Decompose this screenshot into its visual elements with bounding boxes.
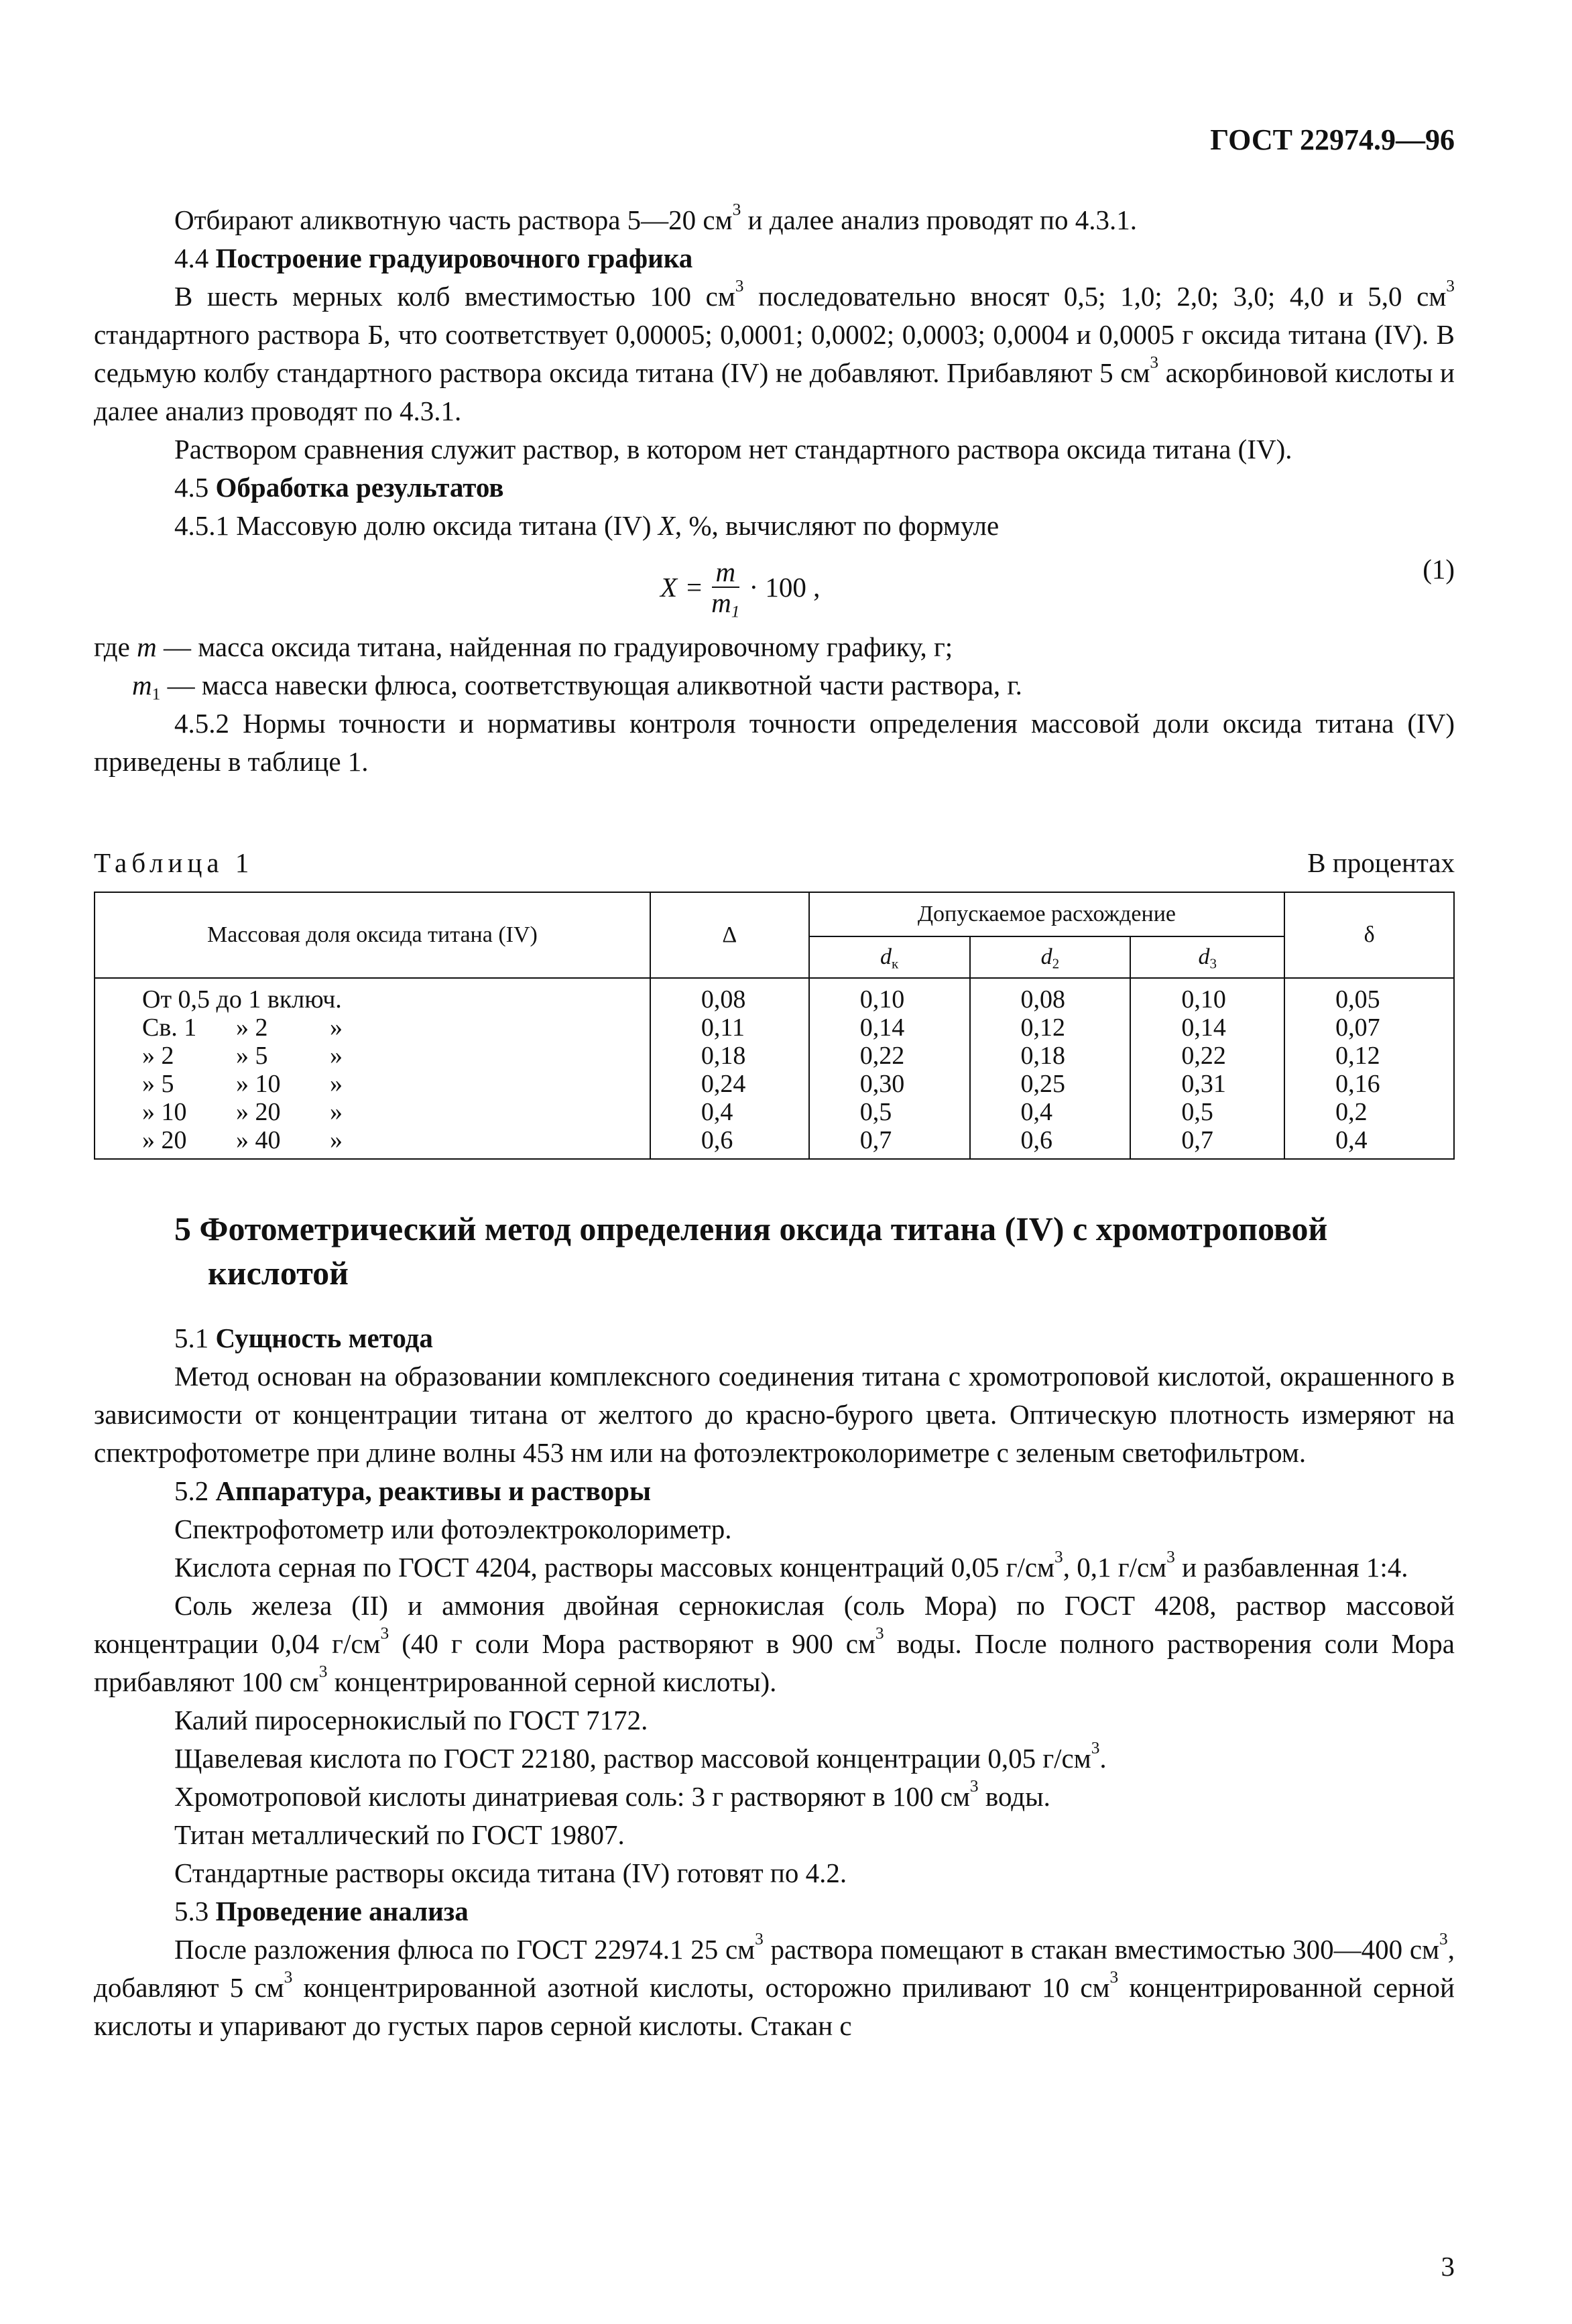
formula-fraction: $\frac{m}{m_1}$	[711, 556, 740, 621]
paragraph-5-2-3: Соль железа (II) и аммония двойная сернокислая (соль Мора) по ГОСТ 4208, раствор массовой концентрации 0,04 $г/см^3$ (40 г соли Мора растворяют в 900 $см^3$ воды. После полного растворения соли Мора прибавляют 100 $см^3$ концентрированной серной кислоты).	[94, 1590, 1455, 1697]
table-cell-range: » 10 » 20 »	[95, 1098, 650, 1126]
table-header-dk: $d_к$	[809, 936, 970, 978]
formula-expression: X = $\frac{m}{m_1}$ · 100 ,	[660, 556, 821, 621]
paragraph-4-4-a: В шесть мерных колб вместимостью 100 $см^3$ последовательно вносят 0,5; 1,0; 2,0; 3,0; 4,0 и 5,0 $см^3$ стандартного раствора Б, что соответствует 0,00005; 0,0001; 0,0002; 0,0003; 0,0004 и 0,0005 г оксида титана (IV). В седьмую колбу стандартного раствора оксида титана (IV) не добавляют. Прибавляют 5 $см^3$ аскорбиновой кислоты и далее анализ проводят по 4.3.1.	[94, 276, 1455, 426]
paragraph-4-5-2: 4.5.2 Нормы точности и нормативы контроля точности определения массовой доли оксида титана (IV) приведены в таблице 1.	[94, 708, 1455, 777]
table-units: В процентах	[1307, 847, 1455, 878]
paragraph-4-3-end: Отбирают аликвотную часть раствора 5—20 $см^3$ и далее анализ проводят по 4.3.1.	[174, 200, 1137, 235]
page-number: 3	[1441, 2251, 1455, 2282]
table-row: » 2 » 5 » 0,18 0,22 0,18 0,22 0,12	[95, 1042, 1454, 1070]
heading-4-5: 4.5 Обработка результатов	[174, 472, 504, 503]
table-cell-range: » 20 » 40 »	[95, 1126, 650, 1159]
table-cell-range: От 0,5 до 1 включ.	[95, 978, 650, 1014]
paragraph-5-2-4: Калий пиросернокислый по ГОСТ 7172.	[174, 1705, 648, 1735]
paragraph-5-2-6: Хромотроповой кислоты динатриевая соль: 3 г растворяют в 100 $см^3$ воды.	[174, 1776, 1050, 1812]
table-row: Св. 1 » 2 » 0,11 0,14 0,12 0,14 0,07	[95, 1014, 1454, 1042]
table-cell-range: » 5 » 10 »	[95, 1070, 650, 1098]
heading-5-1: 5.1 Сущность метода	[174, 1323, 433, 1353]
heading-5-3: 5.3 Проведение анализа	[174, 1896, 469, 1927]
table-row: » 20 » 40 » 0,6 0,7 0,6 0,7 0,4	[95, 1126, 1454, 1159]
table-cell-range: Св. 1 » 2 »	[95, 1014, 650, 1042]
table-header-tolerance: Допускаемое расхождение	[809, 892, 1284, 936]
heading-5-2: 5.2 Аппаратура, реактивы и растворы	[174, 1475, 651, 1506]
document-header: ГОСТ 22974.9—96	[1210, 123, 1455, 156]
section-5-title: 5 Фотометрический метод определения оксида титана (IV) с хромотроповой кислотой	[174, 1210, 1328, 1292]
paragraph-5-2-1: Спектрофотометр или фотоэлектроколориметр.	[174, 1514, 732, 1544]
paragraph-5-2-7: Титан металлический по ГОСТ 19807.	[174, 1819, 625, 1850]
table-1	[94, 892, 1455, 1160]
paragraph-5-1: Метод основан на образовании комплексного соединения титана с хромотроповой кислотой, окрашенного в зависимости от концентрации титана от желтого до красно-бурого цвета. Оптическую плотность измеряют на спектрофотометре при длине волны 453 нм или на фотоэлектроколориметре с зеленым светофильтром.	[94, 1361, 1455, 1468]
table-row: » 10 » 20 » 0,4 0,5 0,4 0,5 0,2	[95, 1098, 1454, 1126]
table-cell-range: » 2 » 5 »	[95, 1042, 650, 1070]
formula-1	[94, 550, 1455, 624]
table-header-mass-fraction: Массовая доля оксида титана (IV)	[95, 892, 650, 978]
formula-legend: где m — масса оксида титана, найденная по градуировочному графику, г; $m_1$ — масса навески флюса, соответствующая аликвотной части раствора, г.	[94, 631, 1022, 704]
formula-number: (1)	[1423, 554, 1455, 585]
paragraph-5-2-8: Стандартные растворы оксида титана (IV) готовят по 4.2.	[174, 1857, 847, 1888]
paragraph-4-4-b: Раствором сравнения служит раствор, в котором нет стандартного раствора оксида титана (IV).	[174, 434, 1292, 465]
heading-4-4: 4.4 Построение градуировочного графика	[174, 243, 693, 273]
table-row: От 0,5 до 1 включ. 0,08 0,10 0,08 0,10 0,05	[95, 978, 1454, 1014]
table-header-d2: $d_2$	[970, 936, 1131, 978]
document-page	[94, 101, 1455, 2286]
paragraph-5-2-5: Щавелевая кислота по ГОСТ 22180, раствор массовой концентрации 0,05 $г/см^3$.	[174, 1738, 1107, 1774]
table-title: Таблица 1	[94, 847, 254, 878]
table-header-d3: $d_3$	[1130, 936, 1284, 978]
document-body	[94, 201, 1455, 2045]
table-row: » 5 » 10 » 0,24 0,30 0,25 0,31 0,16	[95, 1070, 1454, 1098]
paragraph-5-2-2: Кислота серная по ГОСТ 4204, растворы массовых концентраций 0,05 $г/см^3$, 0,1 $г/см^3$ и разбавленная 1:4.	[174, 1547, 1408, 1583]
paragraph-5-3: После разложения флюса по ГОСТ 22974.1 25 $см^3$ раствора помещают в стакан вместимостью 300—400 $см^3$, добавляют 5 $см^3$ концентрированной азотной кислоты, осторожно приливают 10 $см^3$ концентрированной серной кислоты и упаривают до густых паров серной кислоты. Стакан с	[94, 1929, 1455, 2041]
table-header-sigma: δ	[1284, 892, 1454, 978]
table-header-delta: Δ	[650, 892, 809, 978]
table-caption	[94, 822, 1455, 882]
paragraph-4-5-1: 4.5.1 Массовую долю оксида титана (IV) X, %, вычисляют по формуле	[174, 510, 1000, 541]
